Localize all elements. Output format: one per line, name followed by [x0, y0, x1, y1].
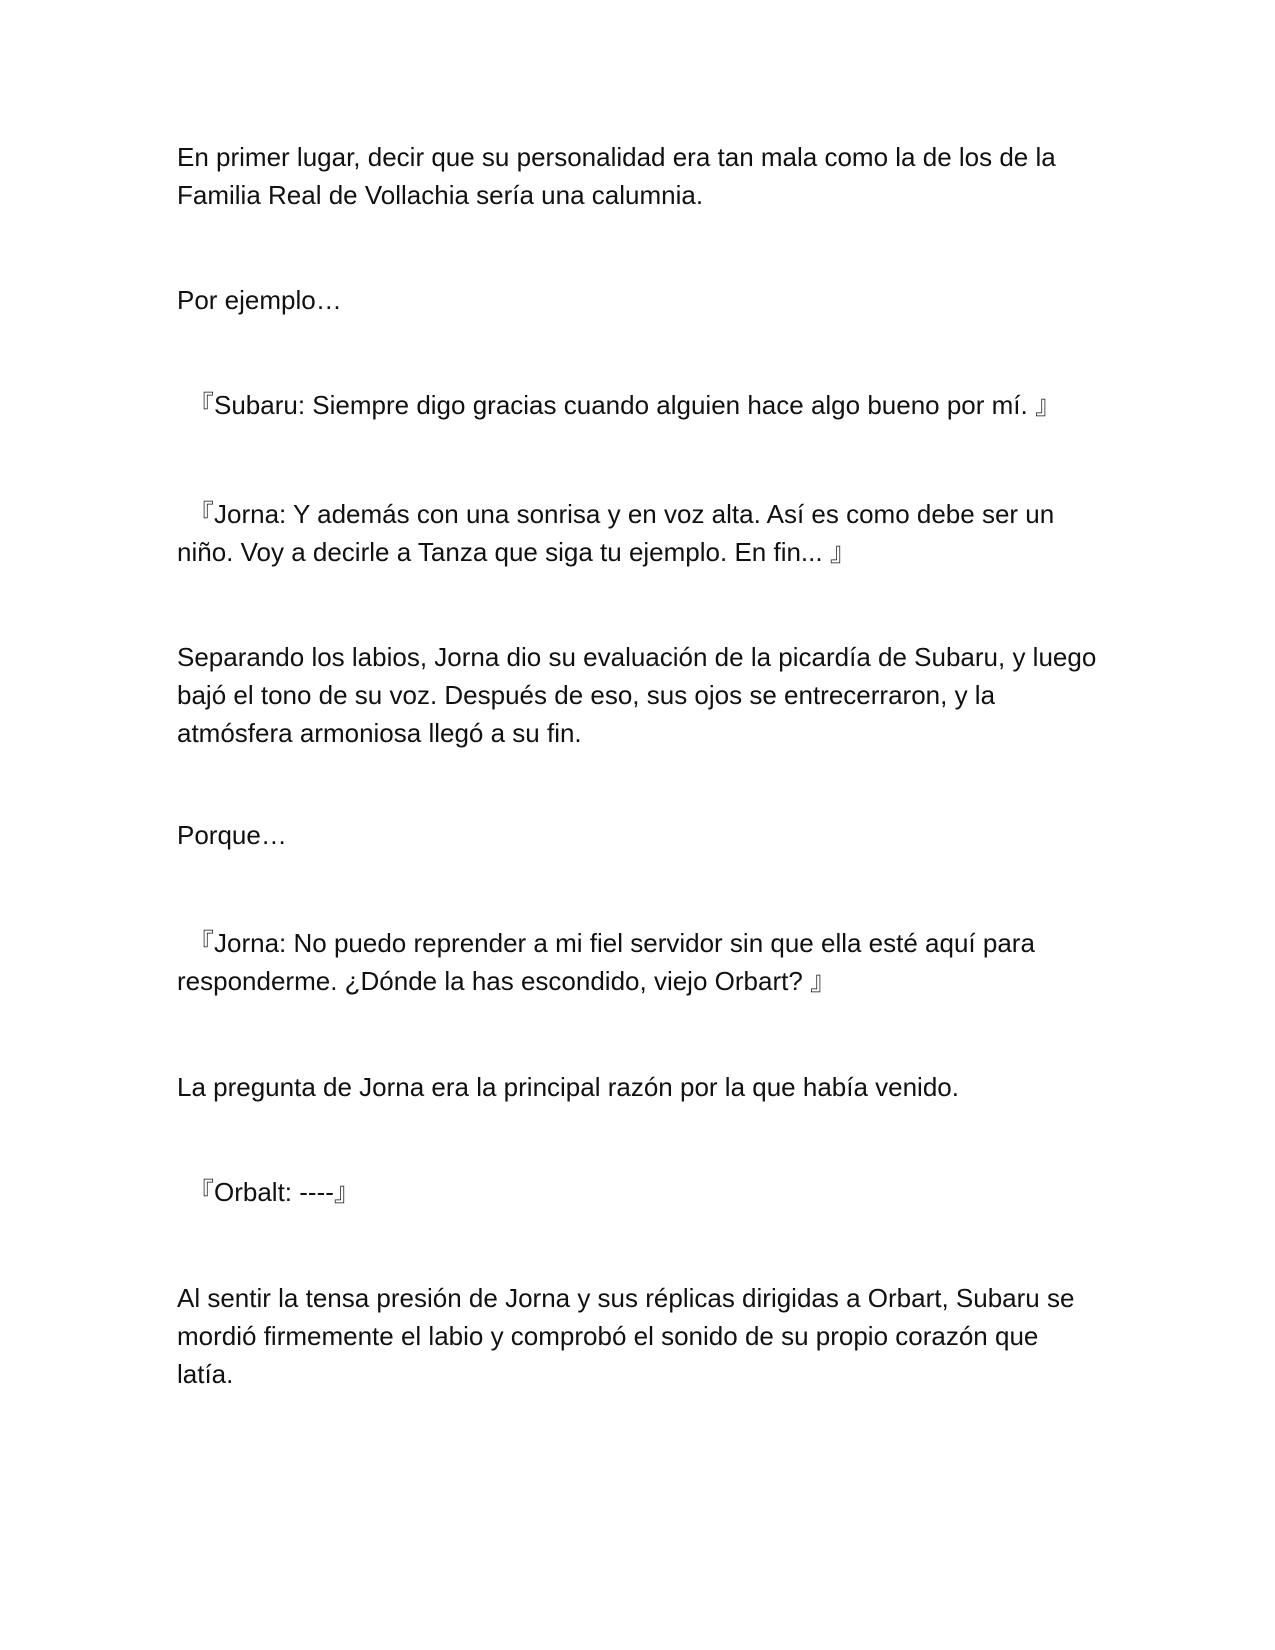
paragraph-10: Al sentir la tensa presión de Jorna y sus réplicas dirigidas a Orbart, Subaru se mordió firmemente el labio y comprobó el sonido de su propio corazón que latía.	[177, 1283, 1075, 1389]
paragraph-5: Separando los labios, Jorna dio su evaluación de la picardía de Subaru, y luego bajó el tono de su voz. Después de eso, sus ojos se entrecerraron, y la atmósfera armoniosa llegó a su fin.	[177, 642, 1097, 748]
dialogue-orbalt: 『Orbalt: ----』	[188, 1177, 360, 1207]
paragraph-6: Porque…	[177, 820, 287, 850]
dialogue-jorna-1: 『Jorna: Y además con una sonrisa y en voz alta. Así es como debe ser un niño. Voy a decirle a Tanza que siga tu ejemplo. En fin... 』	[177, 499, 1055, 567]
dialogue-subaru: 『Subaru: Siempre digo gracias cuando alguien hace algo bueno por mí. 』	[188, 390, 1061, 420]
dialogue-jorna-2: 『Jorna: No puedo reprender a mi fiel servidor sin que ella esté aquí para responderme. ¿Dónde la has escondido, viejo Orbart? 』	[177, 928, 1035, 996]
paragraph-2: Por ejemplo…	[177, 285, 342, 315]
paragraph-1: En primer lugar, decir que su personalidad era tan mala como la de los de la Familia Real de Vollachia sería una calumnia.	[177, 142, 1056, 210]
paragraph-8: La pregunta de Jorna era la principal razón por la que había venido.	[177, 1072, 959, 1102]
